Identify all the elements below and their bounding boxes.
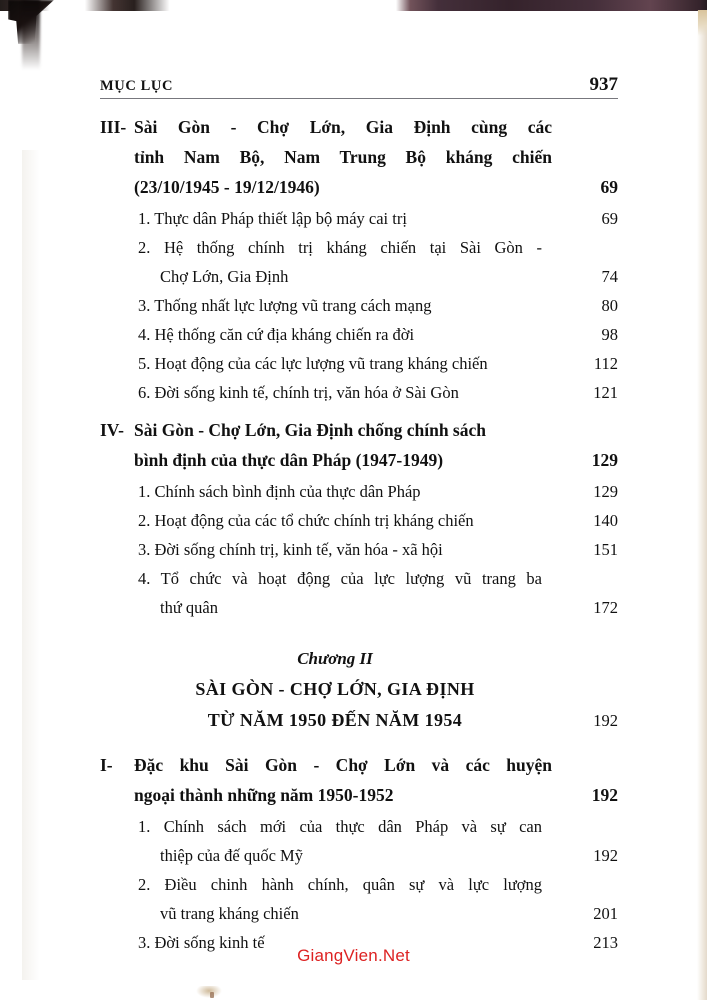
item-text: 2. Hoạt động của các tổ chức chính trị kháng chiến (138, 511, 474, 530)
section-marker: IV- (100, 420, 124, 440)
item-text: 1. Chính sách mới của thực dân Pháp và sự can (138, 817, 542, 836)
chapter-heading-inner (100, 644, 570, 736)
item-text: 3. Đời sống kinh tế (138, 933, 265, 952)
item-page-number: 121 (593, 383, 618, 402)
item-page-number: 192 (593, 846, 618, 865)
section-lines (134, 750, 618, 810)
item-line-with-page (138, 841, 618, 870)
item-line (138, 233, 618, 262)
item-text: 3. Thống nhất lực lượng vũ trang cách mạng (138, 296, 432, 315)
scan-bottom-mark-artifact (196, 986, 222, 998)
item-line-with-page (138, 320, 618, 349)
section-marker: I- (100, 755, 113, 775)
item-line (138, 812, 618, 841)
section-title-line (134, 142, 618, 172)
section-lines (134, 112, 618, 202)
toc-section-iv[interactable] (100, 415, 618, 475)
item-text: 4. Hệ thống căn cứ địa kháng chiến ra đời (138, 325, 415, 344)
section-title-text: ngoại thành những năm 1950-1952 (134, 785, 394, 805)
item-text: thiệp của đế quốc Mỹ (160, 846, 303, 865)
toc-item[interactable] (138, 320, 618, 349)
item-text: 1. Chính sách bình định của thực dân Pháp (138, 482, 421, 501)
item-text: 5. Hoạt động của các lực lượng vũ trang kháng chiến (138, 354, 488, 373)
section-spacer (100, 407, 618, 415)
toc-item[interactable] (138, 870, 618, 928)
scan-bottom-dot-artifact (210, 992, 214, 998)
toc-item[interactable] (138, 535, 618, 564)
item-lines (138, 812, 618, 870)
chapter-title-line-1: SÀI GÒN - CHỢ LỚN, GIA ĐỊNH (195, 679, 475, 699)
item-text: thứ quân (160, 598, 218, 617)
item-line-with-page (138, 593, 618, 622)
section-title-text: Đặc khu Sài Gòn - Chợ Lớn và các huyện (134, 755, 552, 775)
item-line (138, 870, 618, 899)
scan-left-smudge-artifact (22, 150, 40, 980)
toc-item[interactable] (138, 564, 618, 622)
item-page-number: 140 (593, 511, 618, 530)
section-title-line (134, 112, 618, 142)
item-page-number: 201 (593, 904, 618, 923)
item-page-number: 74 (601, 267, 618, 286)
item-lines (138, 506, 618, 535)
section-title-line-with-page (134, 445, 618, 475)
item-page-number: 69 (601, 209, 618, 228)
section-page-number: 129 (591, 450, 618, 470)
item-line-with-page (138, 204, 618, 233)
item-lines (138, 291, 618, 320)
item-lines (138, 564, 618, 622)
item-text: 3. Đời sống chính trị, kinh tế, văn hóa - xã hội (138, 540, 443, 559)
item-lines (138, 204, 618, 233)
item-page-number: 129 (593, 482, 618, 501)
item-text: Chợ Lớn, Gia Định (160, 267, 289, 286)
item-line-with-page (138, 477, 618, 506)
item-text: 4. Tổ chức và hoạt động của lực lượng vũ trang ba (138, 569, 542, 588)
item-page-number: 151 (593, 540, 618, 559)
section-page-number: 192 (591, 785, 618, 805)
site-watermark: GiangVien.Net (297, 946, 410, 965)
item-line-with-page (138, 262, 618, 291)
chapter-heading-block (100, 644, 618, 736)
toc-item[interactable] (138, 233, 618, 291)
table-of-contents (100, 112, 618, 957)
item-text: 2. Điều chinh hành chính, quân sự và lực lượng (138, 875, 542, 894)
item-page-number: 213 (593, 933, 618, 952)
section-title-line (134, 415, 618, 445)
item-line-with-page (138, 378, 618, 407)
toc-item[interactable] (138, 477, 618, 506)
running-head-rule (100, 98, 618, 99)
item-lines (138, 477, 618, 506)
item-lines (138, 535, 618, 564)
scan-right-edge-artifact (697, 10, 707, 1000)
scan-corner-shadow-artifact (22, 0, 40, 70)
toc-item[interactable] (138, 506, 618, 535)
section-title-line-with-page (134, 172, 618, 202)
item-lines (138, 233, 618, 291)
chapter-title-line-2: TỪ NĂM 1950 ĐẾN NĂM 1954 (207, 710, 463, 730)
item-line (138, 564, 618, 593)
section-lines (134, 415, 618, 475)
item-text: vũ trang kháng chiến (160, 904, 299, 923)
item-page-number: 80 (601, 296, 618, 315)
section-title-text: tỉnh Nam Bộ, Nam Trung Bộ kháng chiến (134, 147, 552, 167)
chapter-page-number: 192 (593, 711, 618, 730)
toc-section-iii[interactable] (100, 112, 618, 202)
scan-top-edge-artifact (0, 0, 707, 11)
item-page-number: 172 (593, 598, 618, 617)
item-line-with-page (138, 349, 618, 378)
toc-item[interactable] (138, 378, 618, 407)
scan-right-tab-artifact (698, 10, 707, 36)
item-lines (138, 320, 618, 349)
item-text: 1. Thực dân Pháp thiết lập bộ máy cai trị (138, 209, 407, 228)
section-marker: III- (100, 117, 127, 137)
running-head-page-number: 937 (589, 74, 618, 95)
toc-item[interactable] (138, 812, 618, 870)
item-lines (138, 378, 618, 407)
section-title-text: Sài Gòn - Chợ Lớn, Gia Định chống chính sách (134, 420, 486, 440)
running-head-row (100, 74, 618, 96)
item-lines (138, 349, 618, 378)
item-line-with-page (138, 535, 618, 564)
item-lines (138, 870, 618, 928)
item-line-with-page (138, 899, 618, 928)
item-page-number: 112 (593, 354, 618, 373)
section-title-text: bình định của thực dân Pháp (1947-1949) (134, 450, 444, 470)
section-title-line (134, 750, 618, 780)
toc-item[interactable] (138, 291, 618, 320)
toc-item[interactable] (138, 204, 618, 233)
toc-item[interactable] (138, 349, 618, 378)
section-title-text: (23/10/1945 - 19/12/1946) (134, 177, 320, 197)
item-line-with-page (138, 506, 618, 535)
item-page-number: 98 (601, 325, 618, 344)
item-line-with-page (138, 291, 618, 320)
section-title-line-with-page (134, 780, 618, 810)
chapter-label: Chương II (297, 649, 373, 668)
item-text: 6. Đời sống kinh tế, chính trị, văn hóa ở Sài Gòn (138, 383, 459, 402)
item-text: 2. Hệ thống chính trị kháng chiến tại Sài Gòn - (138, 238, 542, 257)
section-title-text: Sài Gòn - Chợ Lớn, Gia Định cùng các (134, 117, 552, 137)
toc-section-i[interactable] (100, 750, 618, 810)
running-head (100, 74, 618, 99)
running-head-title: MỤC LỤC (100, 78, 174, 94)
section-page-number: 69 (600, 177, 618, 197)
